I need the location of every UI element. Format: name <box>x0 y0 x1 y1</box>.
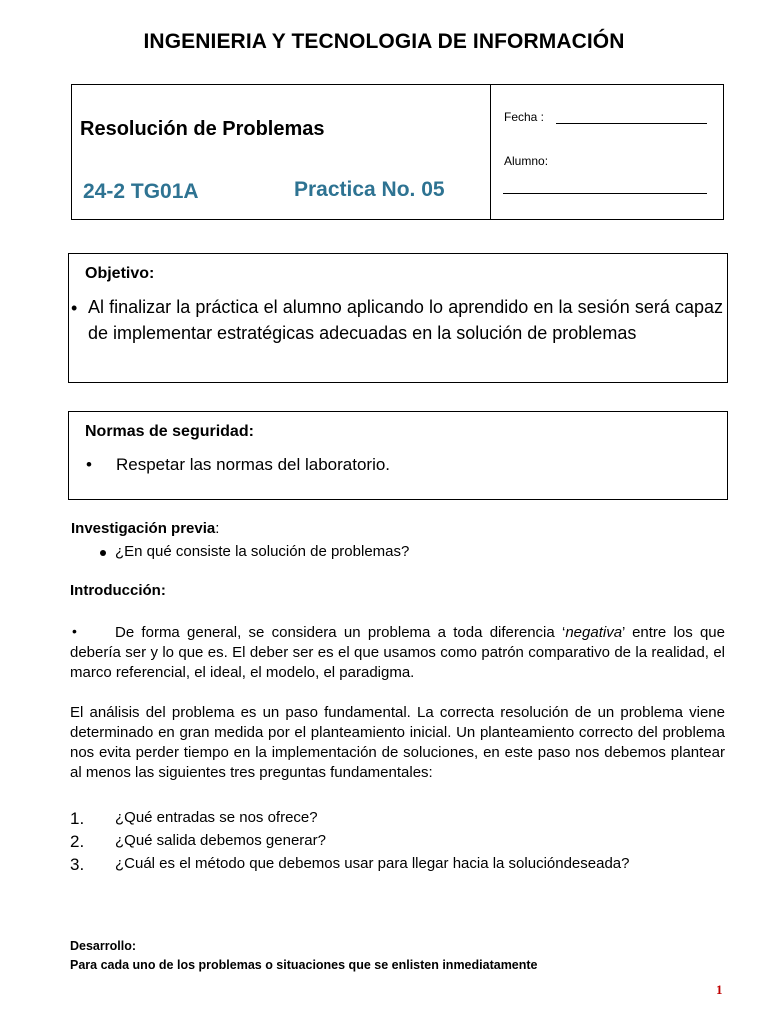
para1-emphasis: negativa <box>565 624 623 641</box>
para1-text-end: ’ entre los que debería ser y lo que es. El deber ser es el que usamos como patrón comparativo de la realidad, el marco referencial, el ideal, el modelo, el paradigma. <box>70 624 725 681</box>
research-heading <box>71 520 219 537</box>
question-text: ¿Qué entradas se nos ofrece? <box>115 809 318 826</box>
introduction-paragraph-1 <box>70 623 725 683</box>
group-code: 24-2 TG01A <box>83 180 199 203</box>
date-field-line[interactable] <box>556 123 707 124</box>
safety-box <box>68 411 728 500</box>
objective-heading: Objetivo: <box>85 265 155 282</box>
development-text: Para cada uno de los problemas o situaciones que se enlisten inmediatamente <box>70 958 538 972</box>
page-number: 1 <box>716 982 723 997</box>
header-box <box>71 84 724 220</box>
safety-text: Respetar las normas del laboratorio. <box>116 455 391 474</box>
introduction-heading: Introducción: <box>70 582 166 599</box>
safety-heading: Normas de seguridad: <box>85 423 254 440</box>
research-heading-colon: : <box>215 520 220 537</box>
question-text: ¿Qué salida debemos generar? <box>115 832 326 849</box>
para1-text-start: De forma general, se considera un problema a toda diferencia ‘ <box>115 624 566 641</box>
objective-box <box>68 253 728 383</box>
student-label: Alumno: <box>504 154 549 168</box>
introduction-paragraph-2: El análisis del problema es un paso fundamental. La correcta resolución de un problema viene determinado en gran medida por el planteamiento inicial. Un planteamiento correcto del problema nos evita perder tiempo en la implementación de soluciones, en este paso nos debemos plantear al menos las siguientes tres preguntas fundamentales: <box>70 704 725 781</box>
practice-number: Practica No. 05 <box>294 178 445 201</box>
introduction-bullet: • <box>72 623 77 639</box>
research-question: ¿En qué consiste la solución de problemas? <box>115 543 410 560</box>
question-number: 1. <box>70 809 85 828</box>
research-heading-label: Investigación previa <box>71 520 216 537</box>
course-name: Resolución de Problemas <box>80 118 325 140</box>
research-bullet-icon <box>100 550 106 556</box>
objective-bullet: • <box>71 298 78 318</box>
main-title: INGENIERIA Y TECNOLOGIA DE INFORMACIÓN <box>143 30 625 53</box>
header-divider <box>490 85 491 219</box>
development-heading: Desarrollo: <box>70 939 136 953</box>
objective-text: Al finalizar la práctica el alumno aplicando lo aprendido en la sesión será capaz de implementar estratégicas adecuadas en la solución de problemas <box>88 297 723 343</box>
safety-bullet: • <box>86 455 92 474</box>
question-number: 2. <box>70 832 85 851</box>
student-field-line[interactable] <box>503 193 707 194</box>
question-number: 3. <box>70 855 85 874</box>
question-text: ¿Cuál es el método que debemos usar para llegar hacia la solucióndeseada? <box>115 855 630 872</box>
date-label: Fecha : <box>504 110 545 124</box>
